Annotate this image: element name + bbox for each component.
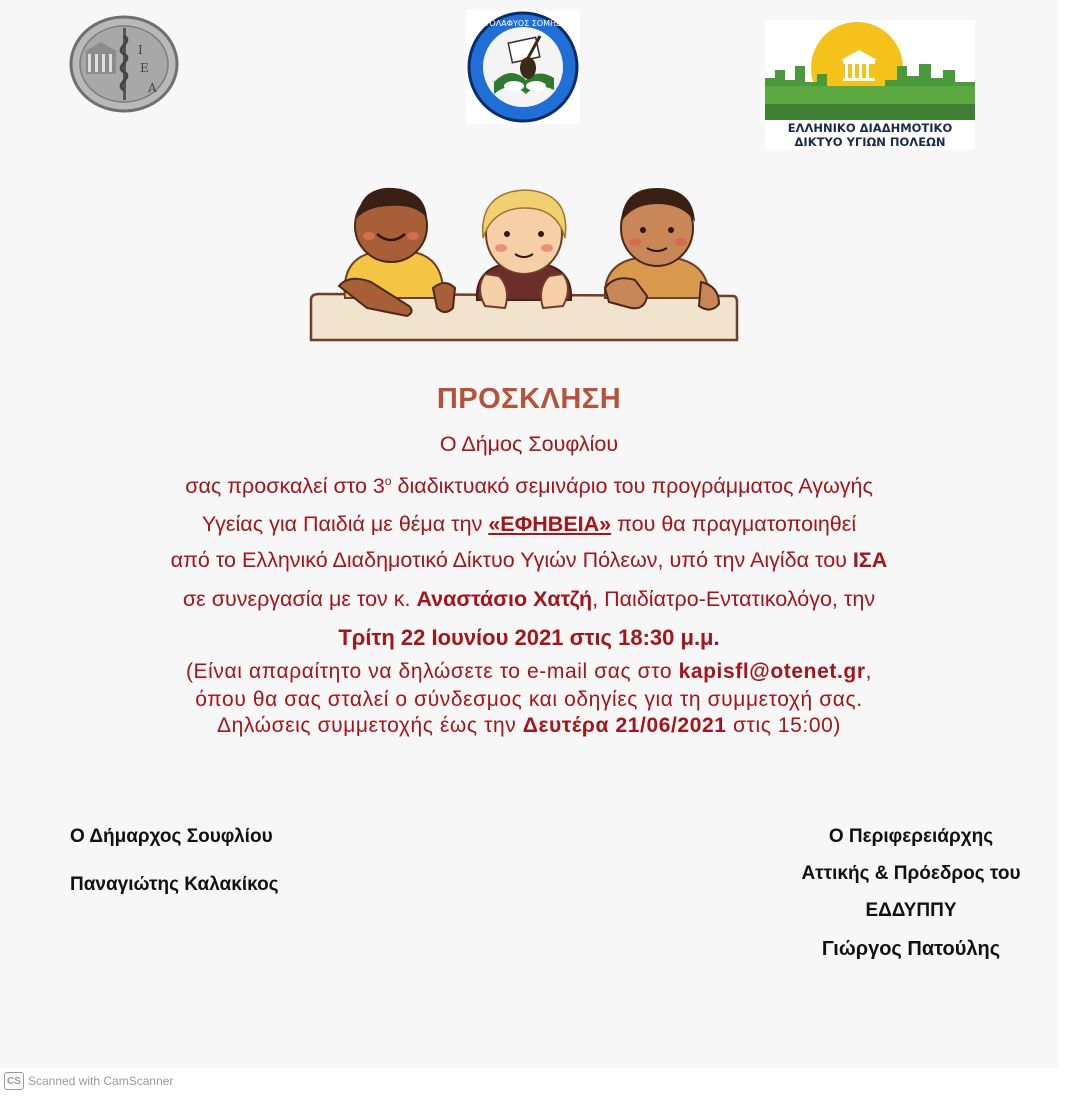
children-illustration — [305, 178, 740, 350]
network-logo-text-1: ΕΛΛΗΝΙΚΟ ΔΙΑΔΗΜΟΤΙΚΟ — [787, 121, 953, 135]
healthy-cities-network-logo — [765, 20, 975, 150]
note-line-2: όπου θα σας σταλεί ο σύνδεσμος και οδηγίες για τη συμμετοχή σας. — [195, 688, 863, 711]
ordinal-superscript: ο — [384, 474, 392, 488]
note-line-3-start: Δηλώσεις συμμετοχής έως την — [216, 714, 523, 737]
isa-label: ΙΣΑ — [852, 548, 888, 572]
svg-text:ΥΟΛΑΦΥΟΣ ΣΟΜΗΔ: ΥΟΛΑΦΥΟΣ ΣΟΜΗΔ — [484, 19, 562, 28]
governor-name: Γιώργος Πατούλης — [821, 938, 1001, 960]
speaker-name: Αναστάσιο Χατζή — [416, 587, 593, 611]
note-line-1 — [0, 660, 1058, 684]
invitation-line-3-end: που θα πραγματοποιηθεί — [611, 512, 857, 536]
invitation-line-4-start: από το Ελληνικό Διαδημοτικό Δίκτυο Υγιών Πόλεων, υπό την Αιγίδα του — [170, 548, 853, 572]
invitation-line-1: Ο Δήμος Σουφλίου — [439, 432, 619, 456]
invitation-line-4 — [0, 548, 1058, 573]
invitation-line-2-end: διαδικτυακό σεμινάριο του προγράμματος Αγωγής — [391, 474, 873, 499]
invitation-line-3 — [0, 512, 1058, 537]
note-line-3 — [0, 714, 1058, 738]
invitation-line-5 — [0, 587, 1058, 612]
medical-society-seal-logo — [68, 14, 180, 114]
invitation-title: ΠΡΟΣΚΛΗΣΗ — [436, 383, 622, 415]
invitation-line-2 — [0, 474, 1058, 499]
invitation-line-5-end: , Παιδίατρο-Εντατικολόγο, την — [592, 587, 876, 611]
note-line-1-start: (Είναι απαραίτητο να δηλώσετε το e-mail σας στο — [185, 660, 679, 683]
mayor-name: Παναγιώτης Καλακίκος — [70, 874, 279, 895]
governor-title-line-1: Ο Περιφερειάρχης — [828, 826, 994, 847]
invitation-line-2-start: σας προσκαλεί στο 3 — [185, 474, 385, 499]
scanner-watermark-text: Scanned with CamScanner — [28, 1074, 174, 1088]
seminar-date: Τρίτη 22 Ιουνίου 2021 στις 18:30 μ.μ. — [338, 625, 720, 650]
mayor-title: Ο Δήμαρχος Σουφλίου — [70, 826, 273, 847]
camscanner-icon: CS — [4, 1072, 24, 1090]
note-line-3-end: στις 15:00) — [726, 714, 842, 737]
note-line-1-end: , — [865, 660, 873, 683]
registration-deadline: Δευτέρα 21/06/2021 — [522, 714, 727, 737]
svg-text:Α: Α — [148, 81, 157, 95]
governor-title-line-2: Αττικής & Πρόεδρος του — [801, 863, 1021, 884]
svg-text:Ι: Ι — [138, 43, 143, 57]
network-logo-text-2: ΔΙΚΤΥΟ ΥΓΙΩΝ ΠΟΛΕΩΝ — [794, 135, 946, 149]
scanner-watermark — [4, 1070, 173, 1092]
invitation-line-3-start: Υγείας για Παιδιά με θέμα την — [201, 512, 489, 536]
invitation-line-5-start: σε συνεργασία με τον κ. — [182, 587, 417, 611]
governor-title-line-3: ΕΔΔΥΠΠΥ — [865, 900, 957, 921]
contact-email: kapisfl@otenet.gr — [678, 660, 866, 683]
seminar-topic: «ΕΦΗΒΕΙΑ» — [488, 512, 612, 536]
cultural-society-logo — [466, 10, 580, 124]
svg-text:Ε: Ε — [140, 61, 149, 75]
